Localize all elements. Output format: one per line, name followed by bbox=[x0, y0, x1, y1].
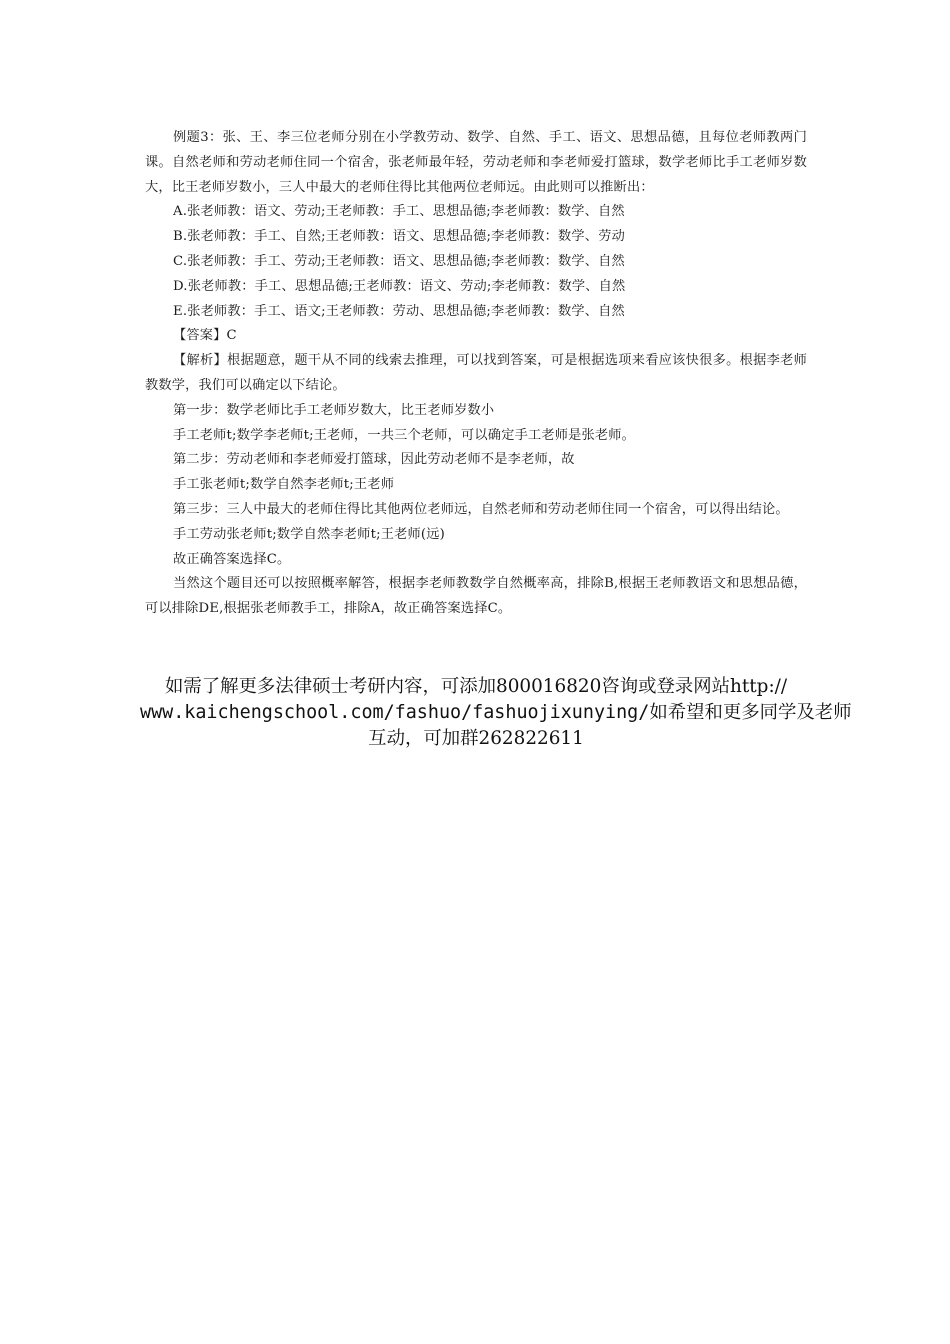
option-a: A.张老师教：语文、劳动;王老师教：手工、思想品德;李老师教：数学、自然 bbox=[173, 204, 625, 220]
document-body bbox=[145, 126, 807, 622]
option-d: D.张老师教：手工、思想品德;王老师教：语文、劳动;李老师教：数学、自然 bbox=[173, 278, 626, 294]
step1-line: 第一步：数学老师比手工老师岁数大，比王老师岁数小 bbox=[173, 402, 495, 418]
alternative-paragraph: 当然这个题目还可以按照概率解答，根据李老师教数学自然概率高，排除B,根据王老师教语文和思想品德，可以排除DE,根据张老师教手工，排除A，故正确答案选择C。 bbox=[145, 576, 807, 617]
analysis-paragraph: 【解析】根据题意，题干从不同的线索去推理，可以找到答案，可是根据选项来看应该快很多。根据李老师教数学，我们可以确定以下结论。 bbox=[145, 353, 807, 393]
question-paragraph: 例题3：张、王、李三位老师分别在小学教劳动、数学、自然、手工、语文、思想品德，且每位老师教两门课。自然老师和劳动老师住同一个宿舍，张老师最年轻，劳动老师和李老师爱打篮球，数学老师比手工老师岁数大，比王老师岁数小，三人中最大的老师住得比其他两位老师远。由此则可以推断出： bbox=[145, 130, 807, 195]
step1-result-line: 手工老师t;数学李老师t;王老师，一共三个老师，可以确定手工老师是张老师。 bbox=[173, 427, 636, 443]
promo-footer bbox=[140, 674, 852, 752]
step3-result-line: 手工劳动张老师t;数学自然李老师t;王老师(远) bbox=[173, 526, 445, 542]
promo-line-3: 互动，可加群262822611 bbox=[368, 728, 584, 749]
answer-line: 【答案】C bbox=[173, 328, 237, 344]
option-c: C.张老师教：手工、劳动;王老师教：语文、思想品德;李老师教：数学、自然 bbox=[173, 253, 625, 269]
option-b: B.张老师教：手工、自然;王老师教：语文、思想品德;李老师教：数学、劳动 bbox=[173, 229, 625, 245]
step2-line: 第二步：劳动老师和李老师爱打篮球，因此劳动老师不是李老师，故 bbox=[173, 452, 575, 468]
step3-paragraph: 第三步：三人中最大的老师住得比其他两位老师远，自然老师和劳动老师住同一个宿舍，可以得出结论。 bbox=[173, 501, 789, 517]
promo-line-2: www.kaichengschool.com/fashuo/fashuojixunying/如希望和更多同学及老师 bbox=[140, 702, 852, 723]
option-e: E.张老师教：手工、语文;王老师教：劳动、思想品德;李老师教：数学、自然 bbox=[173, 303, 625, 319]
step2-result-line: 手工张老师t;数学自然李老师t;王老师 bbox=[173, 477, 395, 493]
conclusion-line: 故正确答案选择C。 bbox=[173, 551, 291, 567]
promo-line-1: 如需了解更多法律硕士考研内容，可添加800016820咨询或登录网站http:// bbox=[164, 676, 788, 697]
